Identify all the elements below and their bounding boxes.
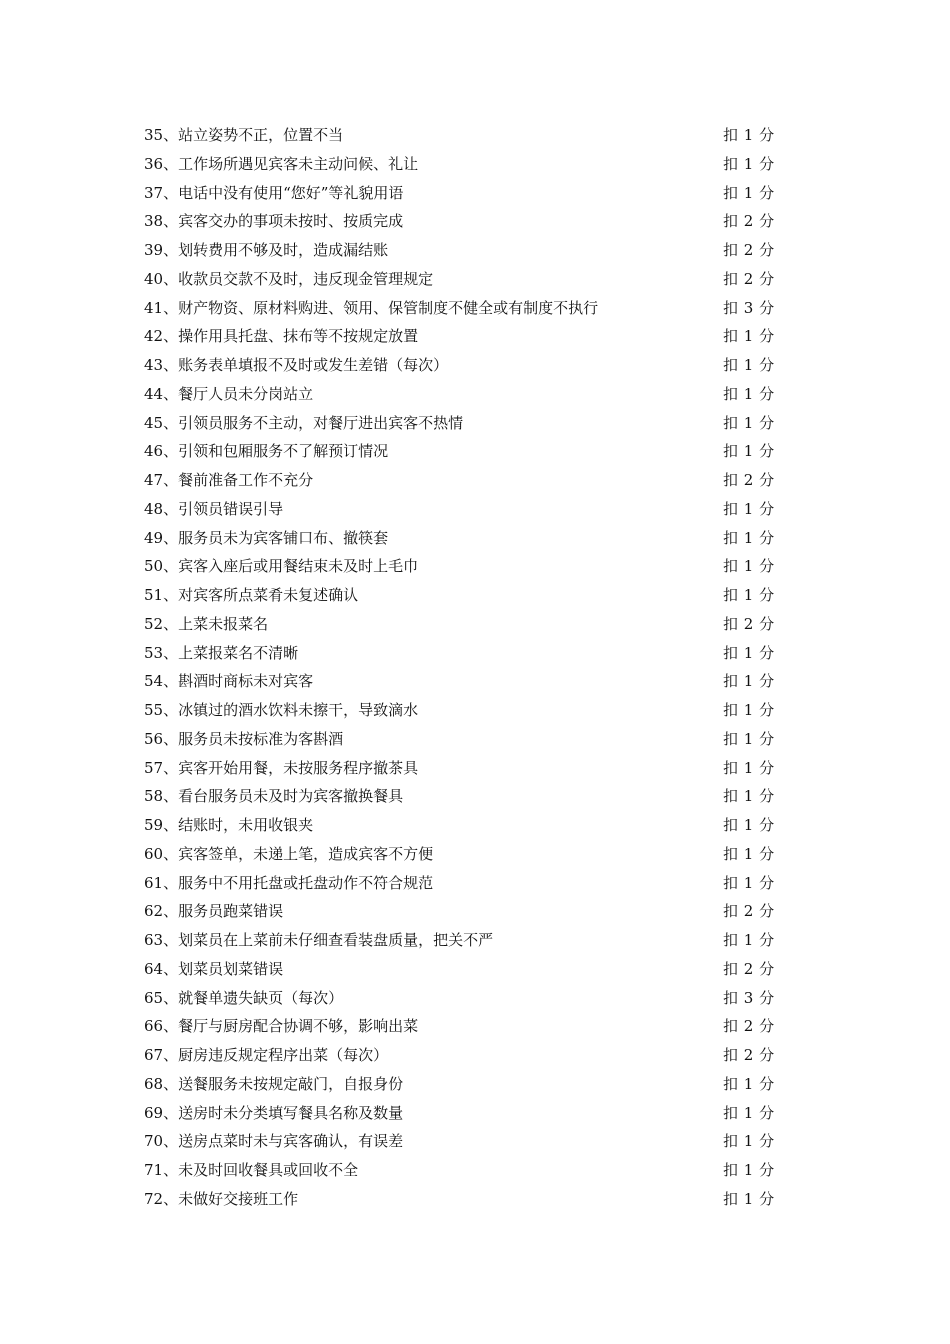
rule-penalty: 扣 1 分 <box>723 787 775 806</box>
rule-row <box>144 1041 784 1070</box>
rule-penalty: 扣 1 分 <box>723 1161 775 1179</box>
rule-text: 41、财产物资、原材料购进、领用、保管制度不健全或有制度不执行 <box>144 298 599 317</box>
rule-text: 65、就餐单遗失缺页（每次） <box>144 988 344 1007</box>
rule-penalty: 扣 1 分 <box>723 327 775 346</box>
rule-penalty: 扣 1 分 <box>723 557 775 576</box>
rule-text: 71、未及时回收餐具或回收不全 <box>144 1161 359 1179</box>
rule-penalty: 扣 1 分 <box>723 931 775 949</box>
rule-row <box>144 179 784 208</box>
rule-text: 68、送餐服务未按规定敲门，自报身份 <box>144 1074 404 1093</box>
rule-row <box>144 725 784 754</box>
rule-penalty: 扣 1 分 <box>723 183 775 202</box>
rule-penalty: 扣 1 分 <box>723 844 775 863</box>
rule-row <box>144 984 784 1013</box>
rule-text: 58、看台服务员未及时为宾客撤换餐具 <box>144 787 404 806</box>
rule-text: 40、收款员交款不及时，违反现金管理规定 <box>144 269 434 288</box>
rule-row <box>144 1185 784 1214</box>
rule-text: 56、服务员未按标准为客斟酒 <box>144 729 344 748</box>
rule-text: 39、划转费用不够及时，造成漏结账 <box>144 241 389 259</box>
rule-row <box>144 610 784 639</box>
rule-penalty: 扣 1 分 <box>723 873 775 892</box>
rule-penalty: 扣 1 分 <box>723 413 775 432</box>
rule-row <box>144 1156 784 1185</box>
rule-penalty: 扣 1 分 <box>723 643 775 662</box>
rule-text: 69、送房时未分类填写餐具名称及数量 <box>144 1103 404 1122</box>
rule-text: 60、宾客签单，未递上笔，造成宾客不方便 <box>144 844 434 863</box>
rule-row <box>144 897 784 926</box>
rule-penalty: 扣 1 分 <box>723 126 775 144</box>
rule-penalty: 扣 1 分 <box>723 499 775 518</box>
rule-penalty: 扣 2 分 <box>723 269 775 288</box>
rule-penalty: 扣 1 分 <box>723 1074 775 1093</box>
rule-penalty: 扣 2 分 <box>723 959 775 978</box>
rule-text: 45、引领员服务不主动，对餐厅进出宾客不热情 <box>144 413 464 432</box>
rule-text: 51、对宾客所点菜肴未复述确认 <box>144 586 359 604</box>
rule-penalty: 扣 1 分 <box>723 384 775 403</box>
rule-penalty: 扣 1 分 <box>723 442 775 461</box>
rule-penalty: 扣 1 分 <box>723 528 775 547</box>
rule-penalty: 扣 1 分 <box>723 672 775 691</box>
rule-penalty: 扣 1 分 <box>723 701 775 719</box>
penalty-rule-list <box>144 121 784 1214</box>
rule-text: 54、斟酒时商标未对宾客 <box>144 672 314 691</box>
rule-row <box>144 1070 784 1099</box>
rule-penalty: 扣 1 分 <box>723 758 775 777</box>
rule-row <box>144 811 784 840</box>
rule-text: 70、送房点菜时未与宾客确认，有误差 <box>144 1132 404 1151</box>
rule-row <box>144 495 784 524</box>
rule-row <box>144 380 784 409</box>
rule-penalty: 扣 3 分 <box>723 298 775 317</box>
rule-row <box>144 1127 784 1156</box>
rule-text: 67、厨房违反规定程序出菜（每次） <box>144 1046 389 1064</box>
rule-text: 57、宾客开始用餐，未按服务程序撤茶具 <box>144 758 419 777</box>
rule-text: 52、上菜未报菜名 <box>144 614 269 633</box>
rule-row <box>144 524 784 553</box>
rule-text: 61、服务中不用托盘或托盘动作不符合规范 <box>144 873 434 892</box>
rule-row <box>144 782 784 811</box>
rule-text: 55、冰镇过的酒水饮料未擦干，导致滴水 <box>144 701 419 719</box>
rule-text: 50、宾客入座后或用餐结束未及时上毛巾 <box>144 557 419 576</box>
rule-text: 38、宾客交办的事项未按时、按质完成 <box>144 212 404 231</box>
rule-row <box>144 840 784 869</box>
rule-row <box>144 207 784 236</box>
rule-text: 64、划菜员划菜错误 <box>144 959 284 978</box>
rule-row <box>144 236 784 265</box>
rule-penalty: 扣 2 分 <box>723 614 775 633</box>
rule-text: 63、划菜员在上菜前未仔细查看装盘质量，把关不严 <box>144 931 494 949</box>
rule-row <box>144 552 784 581</box>
rule-text: 35、站立姿势不正，位置不当 <box>144 126 344 144</box>
rule-text: 44、餐厅人员未分岗站立 <box>144 384 314 403</box>
rule-text: 36、工作场所遇见宾客未主动问候、礼让 <box>144 154 419 173</box>
rule-row <box>144 926 784 955</box>
rule-row <box>144 437 784 466</box>
rule-penalty: 扣 1 分 <box>723 816 775 834</box>
rule-text: 42、操作用具托盘、抹布等不按规定放置 <box>144 327 419 346</box>
rule-penalty: 扣 1 分 <box>723 356 775 374</box>
rule-row <box>144 581 784 610</box>
rule-row <box>144 265 784 294</box>
rule-penalty: 扣 2 分 <box>723 902 775 921</box>
rule-penalty: 扣 3 分 <box>723 988 775 1007</box>
rule-row <box>144 639 784 668</box>
rule-penalty: 扣 2 分 <box>723 1046 775 1064</box>
rule-penalty: 扣 1 分 <box>723 1103 775 1122</box>
rule-row <box>144 754 784 783</box>
rule-row <box>144 322 784 351</box>
rule-row <box>144 294 784 323</box>
rule-row <box>144 1099 784 1128</box>
rule-text: 72、未做好交接班工作 <box>144 1189 299 1208</box>
rule-row <box>144 121 784 150</box>
rule-row <box>144 351 784 380</box>
rule-row <box>144 1012 784 1041</box>
rule-penalty: 扣 1 分 <box>723 729 775 748</box>
rule-text: 47、餐前准备工作不充分 <box>144 471 314 489</box>
rule-row <box>144 466 784 495</box>
rule-penalty: 扣 2 分 <box>723 1017 775 1036</box>
rule-text: 46、引领和包厢服务不了解预订情况 <box>144 442 389 461</box>
rule-text: 43、账务表单填报不及时或发生差错（每次） <box>144 356 449 374</box>
rule-text: 48、引领员错误引导 <box>144 499 284 518</box>
rule-text: 59、结账时，未用收银夹 <box>144 816 314 834</box>
rule-row <box>144 150 784 179</box>
rule-text: 62、服务员跑菜错误 <box>144 902 284 921</box>
rule-text: 49、服务员未为宾客铺口布、撤筷套 <box>144 528 389 547</box>
rule-text: 53、上菜报菜名不清晰 <box>144 643 299 662</box>
rule-row <box>144 409 784 438</box>
rule-row <box>144 955 784 984</box>
rule-text: 37、电话中没有使用“您好”等礼貌用语 <box>144 183 404 202</box>
rule-penalty: 扣 1 分 <box>723 1189 775 1208</box>
rule-penalty: 扣 1 分 <box>723 586 775 604</box>
rule-penalty: 扣 2 分 <box>723 241 775 259</box>
rule-row <box>144 696 784 725</box>
rule-penalty: 扣 2 分 <box>723 212 775 231</box>
rule-row <box>144 869 784 898</box>
rule-penalty: 扣 2 分 <box>723 471 775 489</box>
rule-row <box>144 667 784 696</box>
rule-penalty: 扣 1 分 <box>723 154 775 173</box>
rule-penalty: 扣 1 分 <box>723 1132 775 1151</box>
rule-text: 66、餐厅与厨房配合协调不够，影响出菜 <box>144 1017 419 1036</box>
